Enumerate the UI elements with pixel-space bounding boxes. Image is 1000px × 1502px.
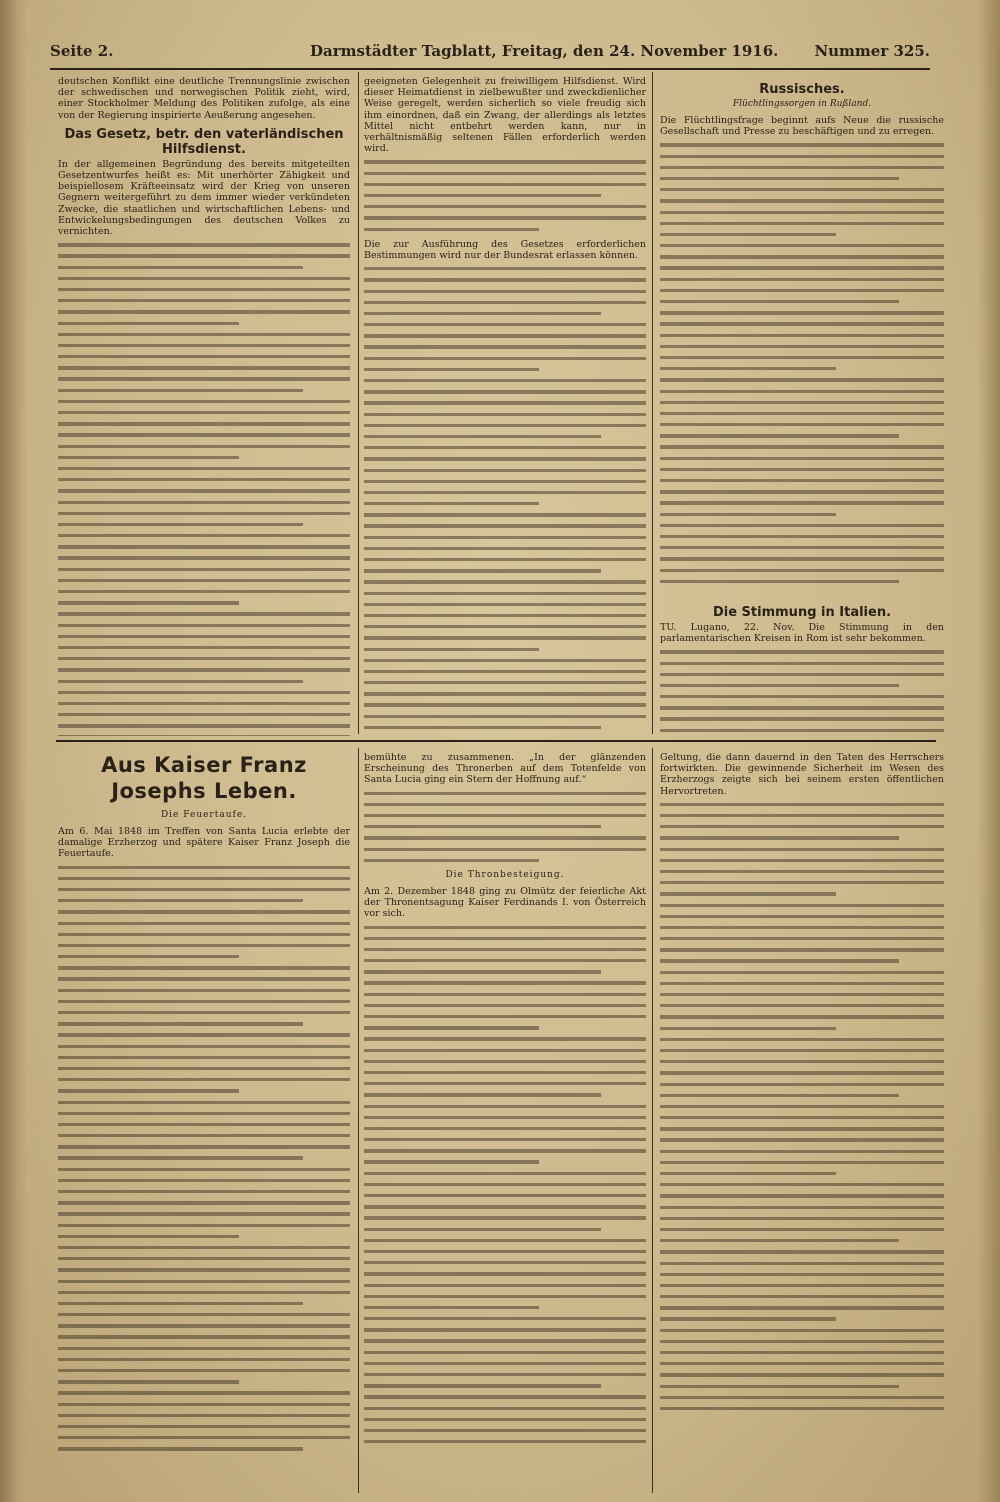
col1-body-text [58,243,350,736]
col3-heading: Russisches. [759,82,845,97]
column-rule-1 [358,72,359,734]
feuilleton-lead: Am 6. Mai 1848 im Treffen von Santa Lucia erlebte der damalige Erzherzog und spätere Kaiser Franz Joseph die Feuertaufe. [58,826,350,860]
column-rule-4 [652,748,653,1493]
feuilleton-col3-lead: Geltung, die dann dauernd in den Taten des Herrschers fortwirkten. Die gewinnende Sicherheit im Wesen des Erzherzogs zeigte sich bei seinem ersten öffentlichen Hervortreten. [660,752,944,797]
column-1 [58,76,350,736]
column-3 [660,76,944,736]
col1-intro: deutschen Konflikt eine deutliche Trennungslinie zwischen der schwedischen und norwegischen Politik zieht, wird, einer Stockholmer Meldung des Politiken zufolge, als eine von der Regierung inspirierte Aeußerung angesehen. [58,76,350,121]
feuilleton-body-text-3 [660,803,944,1410]
section-divider [56,740,936,742]
page-edge-shadow-right [978,0,1000,1502]
column-rule-3 [358,748,359,1493]
col2-para2: Die zur Ausführung des Gesetzes erforderlichen Bestimmungen wird nur der Bundesrat erlassen können. [364,238,646,261]
col2-body-text-a [364,160,646,230]
col3-subheading: Flüchtlingssorgen in Rußland. [732,99,872,109]
feuilleton-body-text-1 [58,866,350,1451]
col3-heading-2: Die Stimmung in Italien. [712,604,892,620]
feuilleton-column-3 [660,752,944,1492]
page-header [50,40,930,70]
page-label: Seite 2. [50,42,114,60]
feuilleton-col2-lead: bemühte zu zusammenen. „In der glänzenden Erscheinung des Thronerben auf dem Totenfelde von Santa Lucia ging ein Stern der Hoffnung auf.“ [364,752,646,786]
col2-body-text-b [364,267,646,736]
col1-heading: Das Gesetz, betr. den vaterländischen Hilfsdienst. [64,126,344,157]
col1-lead: In der allgemeinen Begründung des bereits mitgeteilten Gesetzentwurfes heißt es: Mit unerhörter Zähigkeit und beispiellosem Kräfteeinsatz wird der Krieg von unseren Gegnern weitergeführt zu dem immer wieder verkündeten Zwecke, die staatlichen und wirtschaftlichen Lebens- und Entwickelungsbedingungen des deutschen Volkes zu vernichten. [58,158,350,238]
col3-body-text-b [660,650,944,736]
feuilleton-column-1 [58,752,350,1492]
col3-lead-2: TU. Lugano, 22. Nov. Die Stimmung in den parlamentarischen Kreisen in Rom ist sehr bekommen. [660,621,944,645]
column-2 [364,76,646,736]
feuilleton-body-text-2a [364,792,646,862]
feuilleton-col2-para: Am 2. Dezember 1848 ging zu Olmütz der feierliche Akt der Thronentsagung Kaiser Ferdinands I. von Österreich vor sich. [364,885,646,920]
issue-number: Nummer 325. [814,42,930,60]
masthead: Darmstädter Tagblatt, Freitag, den 24. November 1916. [310,42,779,60]
col3-body-text-a [660,143,944,583]
feuilleton-heading: Aus Kaiser Franz Josephs Leben. [101,753,307,803]
feuilleton-subheading: Die Feuertaufe. [160,810,248,820]
feuilleton-column-2 [364,752,646,1492]
col3-lead: Die Flüchtlingsfrage beginnt aufs Neue die russische Gesellschaft und Presse zu beschäftigen und zu erregen. [660,115,944,138]
page-edge-shadow-left [0,0,28,1502]
col2-lead: geeigneten Gelegenheit zu freiwilligem Hilfsdienst. Wird dieser Heimatdienst in zielbewußter und zweckdienlicher Weise geregelt, werden sicherlich so viele freudig sich ihm einordnen, daß ein Zwang, der allerdings als letztes Mittel nicht entbehrt werden kann, nur in verhältnismäßig seltenen Fällen erforderlich werden wird. [364,76,646,155]
column-rule-2 [652,72,653,734]
feuilleton-subheading-2: Die Thronbesteigung. [445,869,565,880]
feuilleton-body-text-2b [364,926,646,1444]
